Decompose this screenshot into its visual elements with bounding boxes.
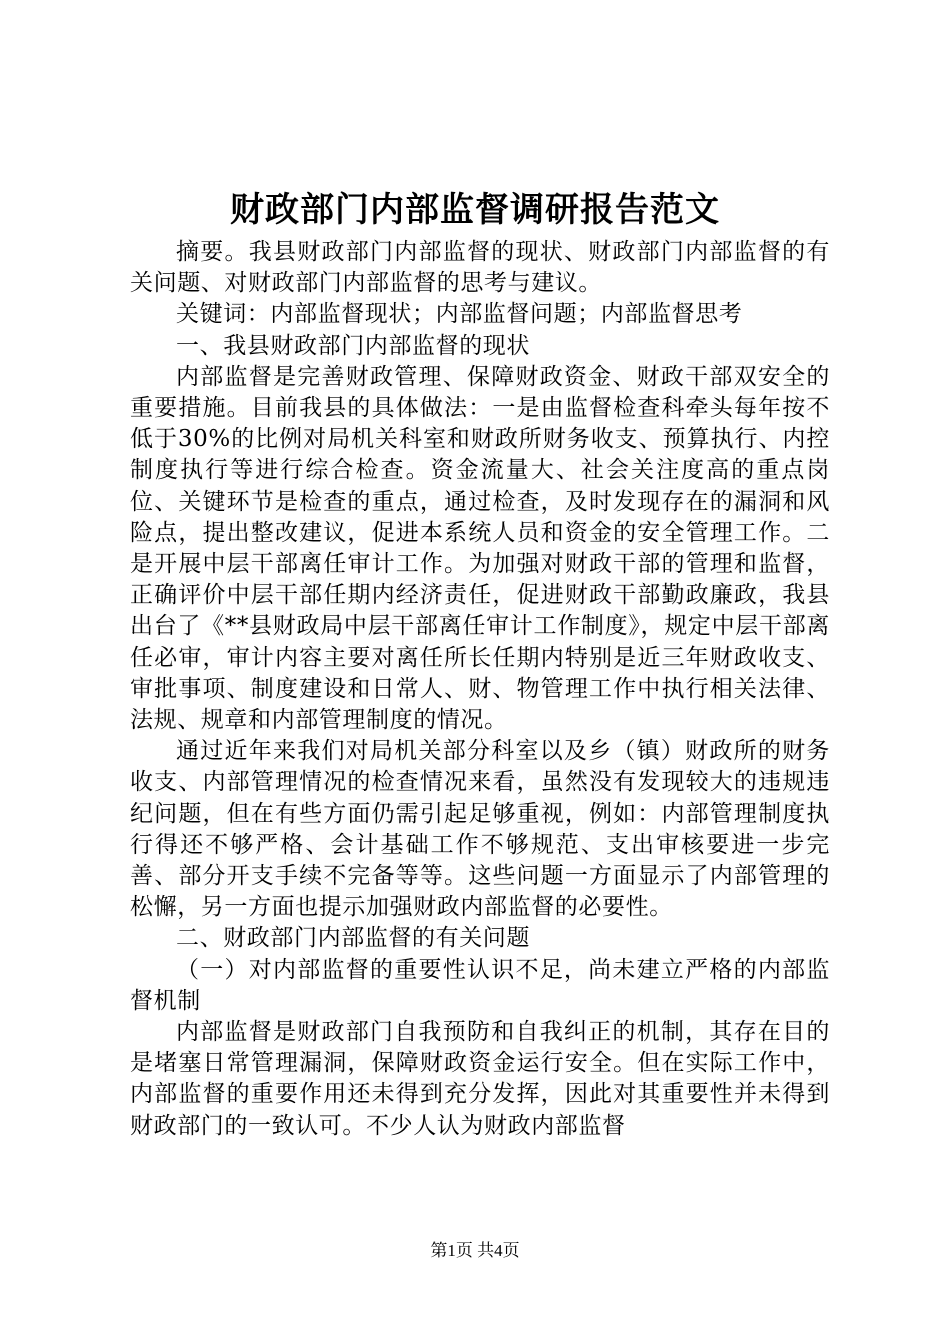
abstract-paragraph: 摘要。我县财政部门内部监督的现状、财政部门内部监督的有关问题、对财政部门内部监督的思考与建议。 bbox=[130, 239, 830, 297]
section-heading-1: 一、我县财政部门内部监督的现状 bbox=[176, 332, 530, 359]
body-paragraph: 通过近年来我们对局机关部分科室以及乡（镇）财政所的财务收支、内部管理情况的检查情况来看，虽然没有发现较大的违规违纪问题，但在有些方面仍需引起足够重视，例如：内部管理制度执行得还不够严格、会计基础工作不够规范、支出审核要进一步完善、部分开支手续不完备等等。这些问题一方面显示了内部管理的松懈，另一方面也提示加强财政内部监督的必要性。 bbox=[130, 738, 830, 921]
subsection-heading-1: （一）对内部监督的重要性认识不足，尚未建立严格的内部监督机制 bbox=[130, 956, 830, 1014]
page-footer: 第1页 共4页 bbox=[430, 1241, 520, 1260]
section-heading-2: 二、财政部门内部监督的有关问题 bbox=[176, 925, 530, 952]
document-body bbox=[130, 237, 830, 1142]
body-paragraph: 内部监督是财政部门自我预防和自我纠正的机制，其存在目的是堵塞日常管理漏洞，保障财政资金运行安全。但在实际工作中，内部监督的重要作用还未得到充分发挥，因此对其重要性并未得到财政部门的一致认可。不少人认为财政内部监督 bbox=[130, 1019, 830, 1139]
keywords-paragraph: 关键词：内部监督现状；内部监督问题；内部监督思考 bbox=[176, 301, 743, 328]
document-title: 财政部门内部监督调研报告范文 bbox=[230, 190, 720, 230]
body-paragraph: 内部监督是完善财政管理、保障财政资金、财政干部双安全的重要措施。目前我县的具体做法：一是由监督检查科牵头每年按不低于30%的比例对局机关科室和财政所财务收支、预算执行、内控制度执行等进行综合检查。资金流量大、社会关注度高的重点岗位、关键环节是检查的重点，通过检查，及时发现存在的漏洞和风险点，提出整改建议，促进本系统人员和资金的安全管理工作。二是开展中层干部离任审计工作。为加强对财政干部的管理和监督，正确评价中层干部任期内经济责任，促进财政干部勤政廉政，我县出台了《**县财政局中层干部离任审计工作制度》，规定中层干部离任必审，审计内容主要对离任所长任期内特别是近三年财政收支、审批事项、制度建设和日常人、财、物管理工作中执行相关法律、法规、规章和内部管理制度的情况。 bbox=[130, 363, 830, 734]
